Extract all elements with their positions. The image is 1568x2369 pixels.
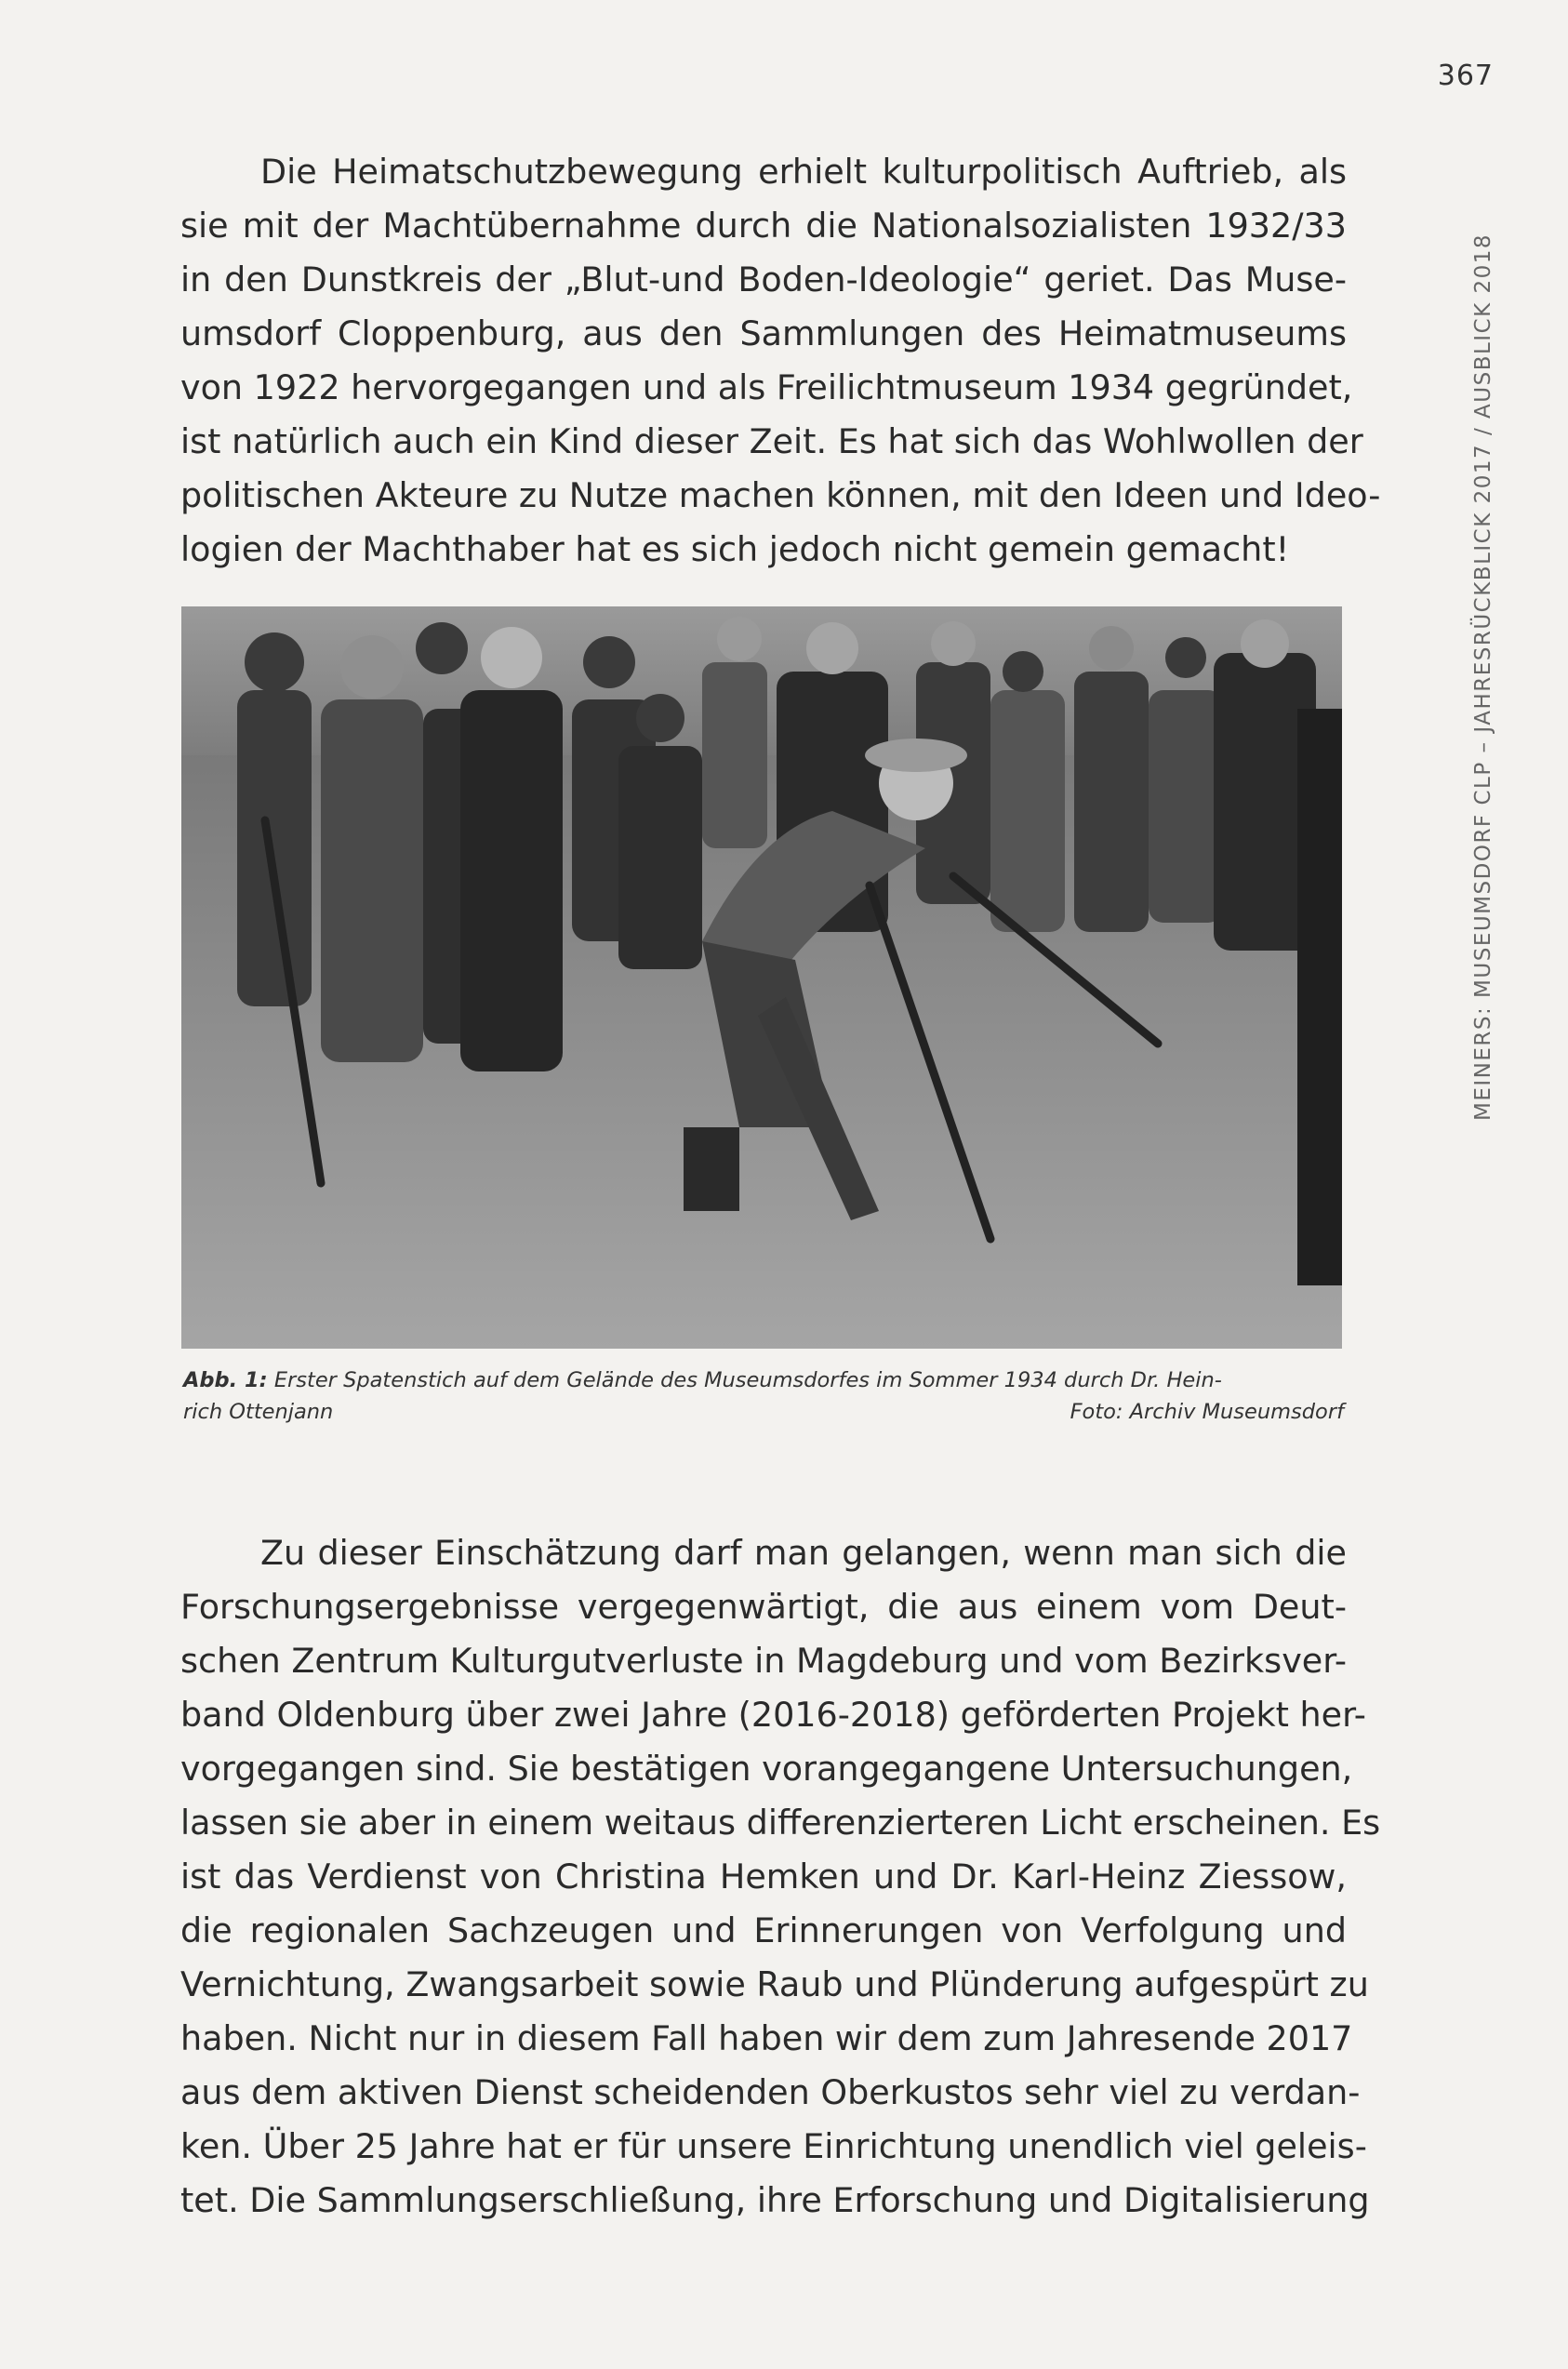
paragraph-1 bbox=[180, 145, 1381, 577]
text-line: Die Heimatschutzbewegung erhielt kulturpolitisch Auftrieb, als bbox=[260, 152, 1347, 192]
text-line: logien der Machthaber hat es sich jedoch nicht gemein gemacht! bbox=[180, 529, 1290, 569]
text-line: lassen sie aber in einem weitaus differenzierteren Licht erscheinen. Es bbox=[180, 1803, 1381, 1843]
text-line: ken. Über 25 Jahre hat er für unsere Einrichtung unendlich viel geleis- bbox=[180, 2126, 1367, 2166]
page-number: 367 bbox=[1437, 60, 1494, 92]
text-line: band Oldenburg über zwei Jahre (2016-2018) geförderten Projekt her- bbox=[180, 1695, 1366, 1735]
text-line: schen Zentrum Kulturgutverluste in Magdeburg und vom Bezirksver- bbox=[180, 1641, 1348, 1681]
text-line: Zu dieser Einschätzung darf man gelangen, wenn man sich die bbox=[260, 1533, 1347, 1573]
caption-label: Abb. 1: bbox=[183, 1368, 268, 1392]
caption-line2: rich Ottenjann bbox=[183, 1400, 334, 1424]
text-line: die regionalen Sachzeugen und Erinnerungen von Verfolgung und bbox=[180, 1910, 1347, 1950]
text-line: ist das Verdienst von Christina Hemken und Dr. Karl-Heinz Ziessow, bbox=[180, 1857, 1347, 1897]
paragraph-2 bbox=[180, 1526, 1381, 2228]
text-line: Forschungsergebnisse vergegenwärtigt, die aus einem vom Deut- bbox=[180, 1587, 1347, 1627]
caption-text-1 bbox=[183, 1364, 1222, 1396]
text-line: ist natürlich auch ein Kind dieser Zeit. Es hat sich das Wohlwollen der bbox=[180, 421, 1363, 461]
text-line: politischen Akteure zu Nutze machen können, mit den Ideen und Ideo- bbox=[180, 475, 1381, 515]
text-line: haben. Nicht nur in diesem Fall haben wir dem zum Jahresende 2017 bbox=[180, 2018, 1353, 2058]
text-line: von 1922 hervorgegangen und als Freilichtmuseum 1934 gegründet, bbox=[180, 367, 1353, 407]
text-line: in den Dunstkreis der „Blut-und Boden-Ideologie“ geriet. Das Muse- bbox=[180, 260, 1347, 299]
text-line: tet. Die Sammlungserschließung, ihre Erforschung und Digitalisierung bbox=[180, 2180, 1370, 2220]
photo-credit: Foto: Archiv Museumsdorf bbox=[1070, 1400, 1344, 1424]
caption-line bbox=[183, 1364, 1344, 1396]
figure-caption bbox=[183, 1364, 1344, 1428]
text-line: vorgegangen sind. Sie bestätigen vorangegangene Untersuchungen, bbox=[180, 1749, 1353, 1789]
text-line: sie mit der Machtübernahme durch die Nationalsozialisten 1932/33 bbox=[180, 206, 1347, 246]
caption-line bbox=[183, 1396, 1344, 1428]
text-line: umsdorf Cloppenburg, aus den Sammlungen des Heimatmuseums bbox=[180, 313, 1347, 353]
text-line: Vernichtung, Zwangsarbeit sowie Raub und Plünderung aufgespürt zu bbox=[180, 1964, 1369, 2004]
historical-photo bbox=[181, 606, 1342, 1349]
text-line: aus dem aktiven Dienst scheidenden Oberkustos sehr viel zu verdan- bbox=[180, 2072, 1361, 2112]
running-head: MEINERS: MUSEUMSDORF CLP – JAHRESRÜCKBLICK 2017 / AUSBLICK 2018 bbox=[1471, 233, 1495, 1121]
caption-line1: Erster Spatenstich auf dem Gelände des Museumsdorfes im Sommer 1934 durch Dr. Hein- bbox=[273, 1368, 1222, 1392]
